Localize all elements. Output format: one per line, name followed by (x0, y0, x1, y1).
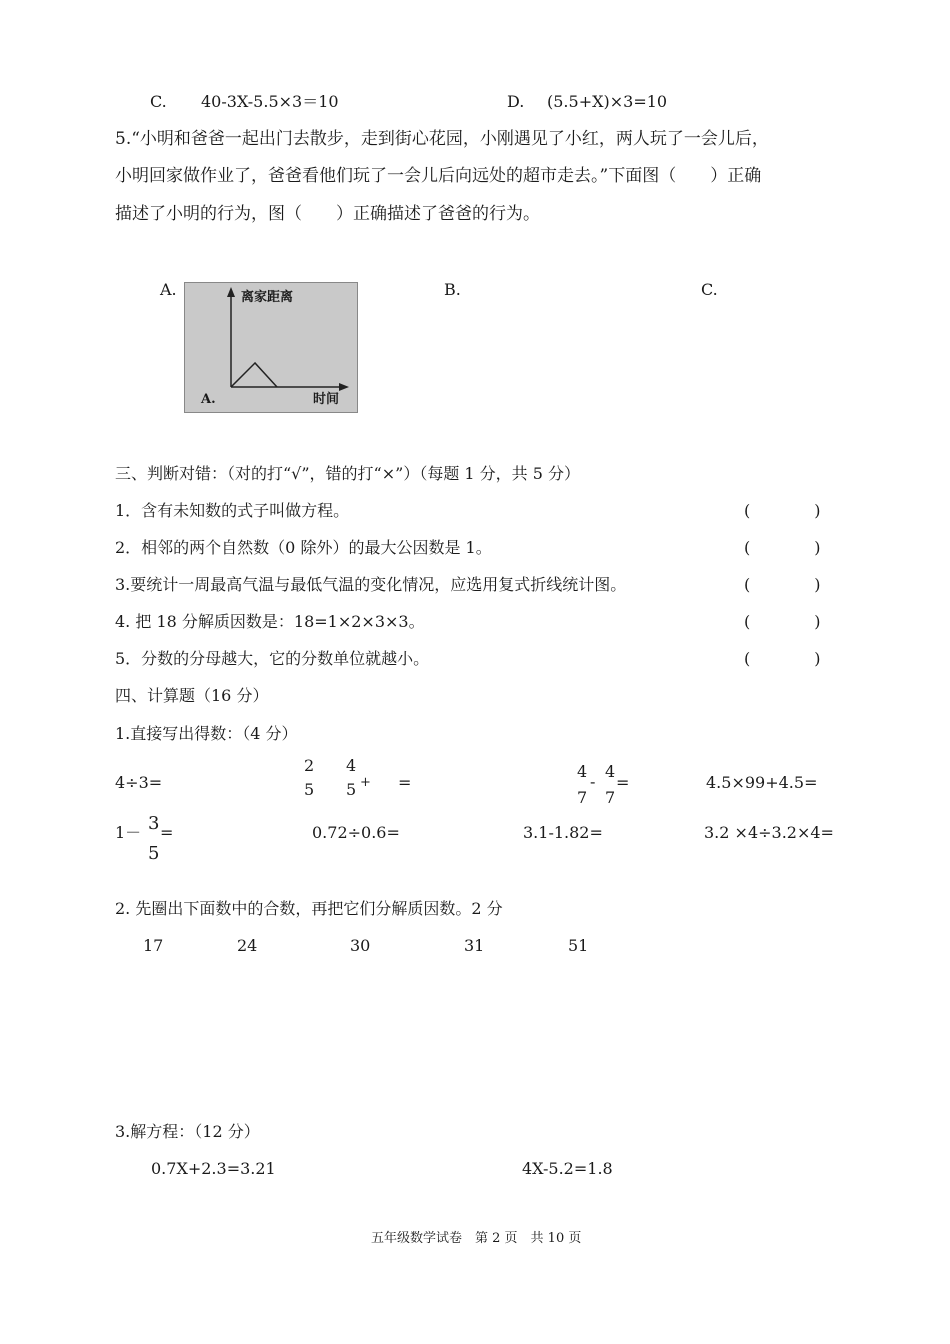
calc-r1c3-den1: 7 (577, 788, 588, 807)
calc-r1c3-den2: 7 (605, 788, 616, 807)
calc-r1c3-num1: 4 (577, 762, 588, 781)
number-51: 51 (568, 936, 589, 955)
section3-title: 三、判断对错：（对的打“√”，错的打“×”）（每题 1 分，共 5 分） (115, 464, 581, 483)
calc-r2c1-eq: = (160, 823, 174, 842)
section4-title: 四、计算题（16 分） (115, 686, 269, 705)
calc-r1c3-num2: 4 (605, 762, 616, 781)
graph-x-label: 时间 (313, 392, 340, 407)
calc-r1c2-den1: 5 (304, 780, 315, 799)
calc-r2c1-prefix: 1－ (115, 823, 142, 842)
calc-r1c2-den2: 5 (346, 780, 357, 799)
calc-r2c2: 0.72÷0.6= (312, 823, 400, 842)
calc-r1c3-minus: - (590, 772, 596, 791)
equation-1: 0.7X+2.3=3.21 (151, 1159, 276, 1178)
judge-bracket-1[interactable]: ( ) (744, 501, 821, 520)
calc-r1c2-num2: 4 (346, 756, 357, 775)
calc-q2-title: 2. 先圈出下面数中的合数，再把它们分解质因数。2 分 (115, 899, 503, 918)
number-17: 17 (143, 936, 164, 955)
q5-line-3: 描述了小明的行为，图（ ）正确描述了爸爸的行为。 (115, 204, 540, 224)
graph-y-label: 离家距离 (241, 290, 294, 305)
judge-bracket-3[interactable]: ( ) (744, 575, 821, 594)
judge-bracket-2[interactable]: ( ) (744, 538, 821, 557)
judge-item-5: 5．分数的分母越大，它的分数单位就越小。 (115, 649, 430, 668)
calc-r1c2-plus: + (360, 775, 371, 790)
calc-r1c2-eq: = (398, 773, 412, 792)
number-30: 30 (350, 936, 371, 955)
q5-option-a-label: A. (160, 280, 177, 299)
calc-r1c2-num1: 2 (304, 756, 315, 775)
judge-item-2: 2．相邻的两个自然数（0 除外）的最大公因数是 1。 (115, 538, 492, 557)
calc-r2c3: 3.1-1.82= (523, 823, 603, 842)
number-24: 24 (237, 936, 258, 955)
q5-option-c-label: C. (701, 280, 718, 299)
calc-r1c3-eq: = (616, 773, 630, 792)
graph-corner-label: A. (201, 392, 216, 407)
judge-item-1: 1．含有未知数的式子叫做方程。 (115, 501, 350, 520)
q5-line-2: 小明回家做作业了，爸爸看他们玩了一会儿后向远处的超市走去。”下面图（ ）正确 (115, 166, 762, 186)
page-footer: 五年级数学试卷 第 2 页 共 10 页 (371, 1231, 582, 1246)
calc-q3-title: 3.解方程：（12 分） (115, 1122, 260, 1141)
q5-line-1: 5.“小明和爸爸一起出门去散步，走到街心花园，小刚遇见了小红，两人玩了一会儿后， (115, 129, 769, 149)
judge-bracket-4[interactable]: ( ) (744, 612, 821, 631)
q4-option-c-text: 40-3X-5.5×3＝10 (201, 92, 339, 111)
judge-bracket-5[interactable]: ( ) (744, 649, 821, 668)
q5-option-b-label: B. (444, 280, 461, 299)
number-31: 31 (464, 936, 485, 955)
q4-option-c-label: C. (150, 92, 167, 111)
calc-r2c1-num: 3 (148, 813, 160, 834)
calc-r1c1: 4÷3= (115, 773, 163, 792)
q4-option-d-text: (5.5+X)×3=10 (547, 92, 668, 111)
calc-r2c4: 3.2 ×4÷3.2×4= (704, 823, 834, 842)
q4-option-d-label: D. (507, 92, 525, 111)
calc-q1-title: 1.直接写出得数：（4 分） (115, 724, 298, 743)
judge-item-4: 4. 把 18 分解质因数是：18=1×2×3×3。 (115, 612, 425, 631)
judge-item-3: 3.要统计一周最高气温与最低气温的变化情况，应选用复式折线统计图。 (115, 575, 627, 594)
calc-r1c4: 4.5×99+4.5= (706, 773, 818, 792)
distance-time-graph (184, 282, 358, 413)
equation-2: 4X-5.2=1.8 (522, 1159, 613, 1178)
calc-r2c1-den: 5 (148, 843, 160, 864)
